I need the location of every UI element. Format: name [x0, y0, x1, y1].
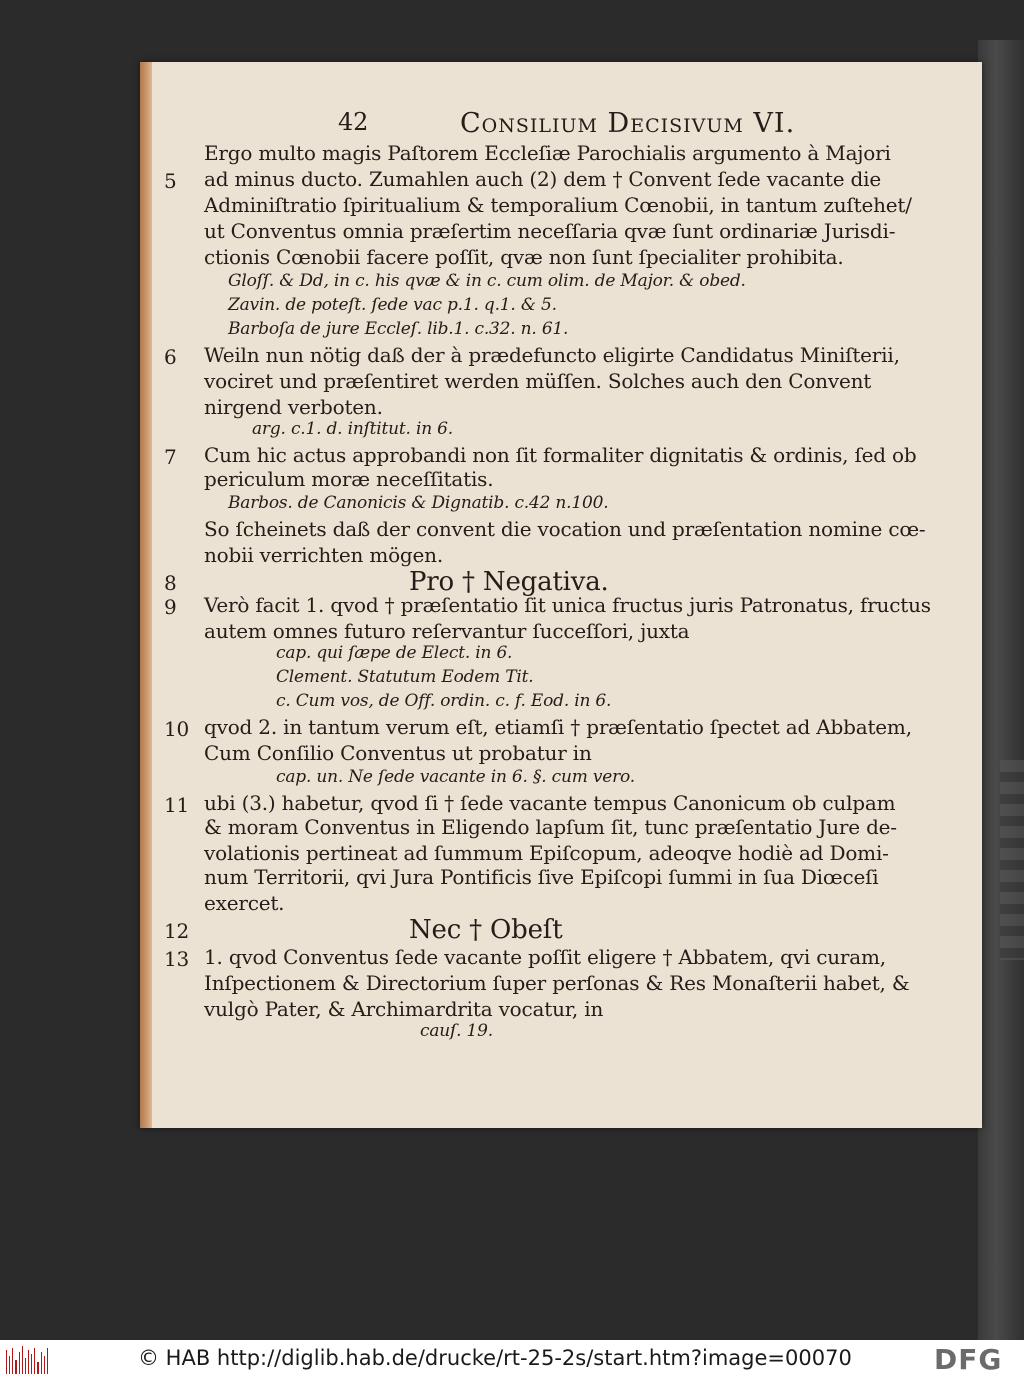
line-text: Nec † Obeſt — [409, 915, 563, 945]
line-text: cap. qui ſæpe de Elect. in 6. — [276, 643, 513, 663]
margin-number: 8 — [164, 571, 177, 595]
text-line — [140, 167, 962, 195]
section-heading — [140, 915, 962, 943]
text-line — [140, 865, 962, 893]
margin-number: 13 — [164, 947, 190, 971]
line-text: Pro † Negativa. — [409, 567, 609, 597]
line-text: num Territorii, qvi Jura Pontificis ſive Epiſcopi ſummi in ſua Diœceſi — [204, 865, 879, 889]
line-text: Cum hic actus approbandi non ſit formaliter dignitatis & ordinis, ſed ob — [204, 443, 917, 467]
text-line — [140, 141, 962, 169]
line-text: Barboſa de jure Eccleſ. lib.1. c.32. n. 61. — [228, 319, 569, 339]
page-number: 42 — [338, 108, 369, 136]
running-title: Consilium Decisivum VI. — [460, 108, 796, 139]
text-line — [140, 715, 962, 743]
text-line — [140, 741, 962, 769]
line-text: cap. un. Ne ſede vacante in 6. §. cum vero. — [276, 767, 635, 787]
margin-number: 9 — [164, 595, 177, 619]
text-line — [140, 219, 962, 247]
line-text: cauſ. 19. — [420, 1021, 493, 1041]
text-line — [140, 467, 962, 495]
dfg-logo: DFG — [934, 1343, 1003, 1376]
hab-logo-icon — [6, 1346, 48, 1374]
running-head — [140, 108, 962, 140]
margin-number: 7 — [164, 445, 177, 469]
text-line — [140, 343, 962, 371]
text-line — [140, 593, 962, 621]
text-line — [140, 971, 962, 999]
line-text: vulgò Pater, & Archimardrita vocatur, in — [204, 997, 604, 1021]
line-text: 1. qvod Conventus ſede vacante poſſit eligere † Abbatem, qvi curam, — [204, 945, 886, 969]
line-text: Clement. Statutum Eodem Tit. — [276, 667, 534, 687]
line-text: c. Cum vos, de Off. ordin. c. f. Eod. in 6. — [276, 691, 612, 711]
line-text: ubi (3.) habetur, qvod ſi † ſede vacante tempus Canonicum ob culpam — [204, 791, 896, 815]
text-line — [140, 193, 962, 221]
line-text: Adminiſtratio ſpiritualium & temporalium Cœnobii, in tantum zuſtehet/ — [204, 193, 912, 217]
line-text: Weiln nun nötig daß der à prædefuncto eligirte Candidatus Miniſterii, — [204, 343, 900, 367]
line-text: periculum moræ neceſſitatis. — [204, 467, 494, 491]
line-text: ctionis Cœnobii facere poſſit, qvæ non ſunt ſpecialiter prohibita. — [204, 245, 844, 269]
book-page — [140, 62, 982, 1128]
line-text: Inſpectionem & Directorium ſuper perſonas & Res Monaſterii habet, & — [204, 971, 910, 995]
line-text: Barbos. de Canonicis & Dignatib. c.42 n.100. — [228, 493, 609, 513]
margin-number: 11 — [164, 793, 190, 817]
line-text: Verò facit 1. qvod † præſentatio ſit unica fructus juris Patronatus, fructus — [204, 593, 931, 617]
line-text: vociret und præſentiret werden müſſen. Solches auch den Convent — [204, 369, 872, 393]
text-line — [140, 245, 962, 273]
line-text: Zavin. de poteſt. ſede vac p.1. q.1. & 5. — [228, 295, 557, 315]
line-text: nobii verrichten mögen. — [204, 543, 444, 567]
margin-number: 5 — [164, 169, 177, 193]
text-line — [140, 369, 962, 397]
footer-url[interactable]: © HAB http://diglib.hab.de/drucke/rt-25-2s/start.htm?image=00070 — [138, 1346, 852, 1370]
line-text: autem omnes futuro reſervantur ſucceſſori, juxta — [204, 619, 690, 643]
book-spine — [978, 40, 1024, 1340]
text-line — [140, 945, 962, 973]
line-text: nirgend verboten. — [204, 395, 383, 419]
line-text: ad minus ducto. Zumahlen auch (2) dem † Convent ſede vacante die — [204, 167, 881, 191]
book-edge — [1000, 760, 1024, 960]
margin-number: 12 — [164, 919, 190, 943]
line-text: Cum Conſilio Conventus ut probatur in — [204, 741, 592, 765]
text-line — [140, 517, 962, 545]
footer-bar — [0, 1340, 1024, 1380]
line-text: exercet. — [204, 891, 285, 915]
line-text: Ergo multo magis Paſtorem Eccleſiæ Parochialis argumento à Majori — [204, 141, 891, 165]
line-text: So ſcheinets daß der convent die vocation und præſentation nomine cœ- — [204, 517, 926, 541]
margin-number: 6 — [164, 345, 177, 369]
line-text: & moram Conventus in Eligendo lapſum ſit, tunc præſentatio Jure de- — [204, 815, 897, 839]
line-text: arg. c.1. d. inſtitut. in 6. — [252, 419, 453, 439]
line-text: volationis pertineat ad ſummum Epiſcopum, adeoqve hodiè ad Domi- — [204, 841, 889, 865]
citation-line — [140, 1021, 962, 1049]
margin-number: 10 — [164, 717, 190, 741]
text-line — [140, 815, 962, 843]
line-text: qvod 2. in tantum verum eſt, etiamſi † præſentatio ſpectet ad Abbatem, — [204, 715, 912, 739]
line-text: ut Conventus omnia præſertim neceſſaria qvæ ſunt ordinariæ Jurisdi- — [204, 219, 896, 243]
line-text: Gloſſ. & Dd, in c. his qvæ & in c. cum olim. de Major. & obed. — [228, 271, 746, 291]
section-heading — [140, 567, 962, 595]
